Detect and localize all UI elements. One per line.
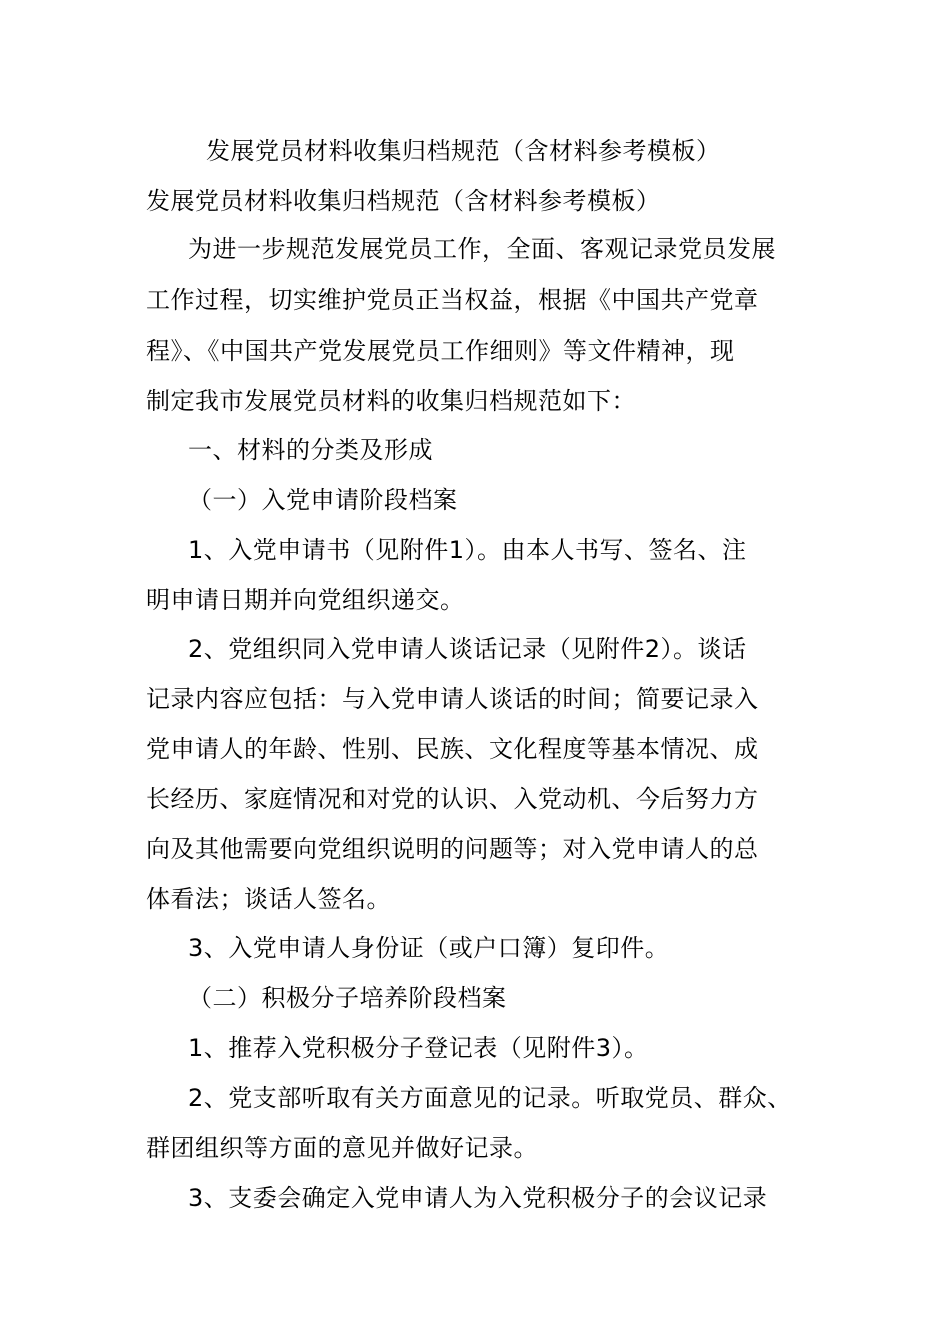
paragraph-line: 明申请日期并向党组织递交。 xyxy=(146,586,465,614)
paragraph-line: 为进一步规范发展党员工作，全面、客观记录党员发展 xyxy=(188,235,776,263)
paragraph-line: 长经历、家庭情况和对党的认识、入党动机、今后努力方 xyxy=(146,785,759,813)
document-title: 发展党员材料收集归档规范（含材料参考模板） xyxy=(206,137,721,165)
paragraph-line: 工作过程，切实维护党员正当权益，根据《中国共产党章 xyxy=(146,286,759,314)
paragraph-line: 2、党支部听取有关方面意见的记录。听取党员、群众、 xyxy=(188,1084,792,1112)
paragraph-line: 党申请人的年龄、性别、民族、文化程度等基本情况、成 xyxy=(146,735,759,763)
document-subtitle: 发展党员材料收集归档规范（含材料参考模板） xyxy=(146,187,661,215)
paragraph-line: 3、支委会确定入党申请人为入党积极分子的会议记录 xyxy=(188,1184,768,1212)
paragraph-line: 1、入党申请书（见附件1）。由本人书写、签名、注 xyxy=(188,536,747,564)
paragraph-line: 3、入党申请人身份证（或户口簿）复印件。 xyxy=(188,934,670,962)
subsection-heading: （二）积极分子培养阶段档案 xyxy=(188,984,507,1012)
paragraph-line: 向及其他需要向党组织说明的问题等；对入党申请人的总 xyxy=(146,835,759,863)
paragraph-line: 群团组织等方面的意见并做好记录。 xyxy=(146,1134,538,1162)
paragraph-line: 制定我市发展党员材料的收集归档规范如下： xyxy=(146,387,636,415)
section-heading: 一、材料的分类及形成 xyxy=(188,436,433,464)
paragraph-line: 体看法；谈话人签名。 xyxy=(146,885,391,913)
paragraph-line: 2、党组织同入党申请人谈话记录（见附件2）。谈话 xyxy=(188,635,747,663)
paragraph-line: 程》、《中国共产党发展党员工作细则》等文件精神，现 xyxy=(146,337,735,365)
paragraph-line: 1、推荐入党积极分子登记表（见附件3）。 xyxy=(188,1034,649,1062)
subsection-heading: （一）入党申请阶段档案 xyxy=(188,486,458,514)
paragraph-line: 记录内容应包括：与入党申请人谈话的时间；简要记录入 xyxy=(146,685,759,713)
